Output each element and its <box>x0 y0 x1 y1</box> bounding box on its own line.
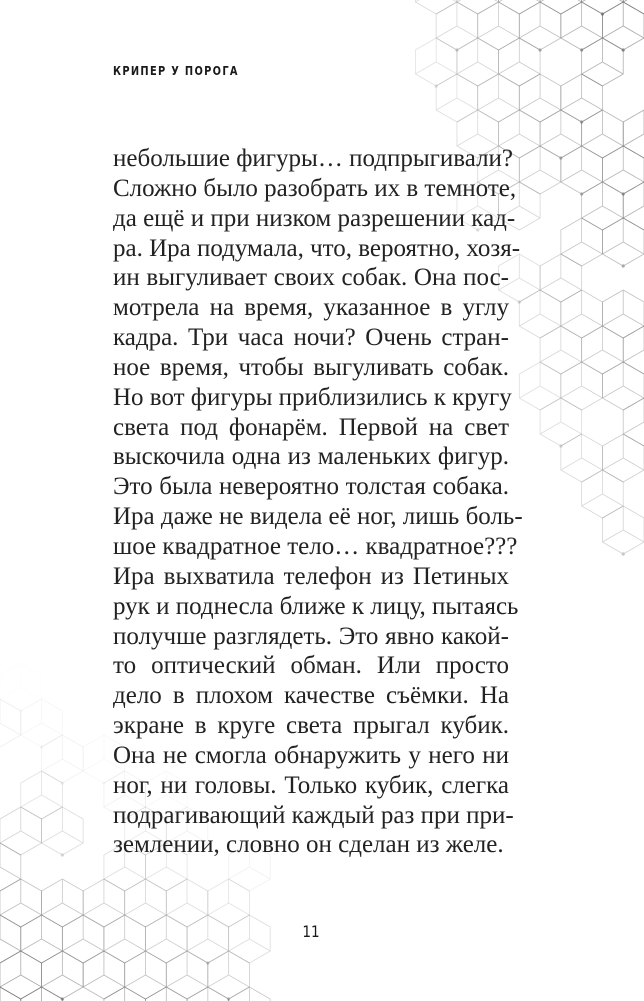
hex-cube-shape <box>0 663 42 713</box>
hex-cube-shape <box>229 915 271 963</box>
hex-cube-shape <box>83 951 125 999</box>
hex-cube-shape <box>0 951 42 999</box>
hex-cube-shape <box>602 290 644 338</box>
text-line: ра. Ира подумала, что, вероятно, хозя- <box>113 234 521 262</box>
hex-cube-shape <box>42 807 84 857</box>
hex-cube-shape <box>457 38 499 86</box>
hex-cube-shape <box>0 699 21 747</box>
hex-cube-shape <box>62 915 104 963</box>
hex-cube-shape <box>415 0 457 14</box>
text-line: ног, ни головы. Только кубик, слегка <box>113 771 509 799</box>
text-line: Это была невероятно толстая собака. <box>113 473 509 501</box>
hex-cube-shape <box>145 915 187 963</box>
text-line: света под фонарём. Первой на свет <box>113 413 509 441</box>
hex-cube-shape <box>208 951 250 1001</box>
text-line: ное время, чтобы выгуливать собак. <box>113 353 509 381</box>
hex-cube-shape <box>457 0 499 14</box>
text-line: землении, словно он сделан из желе. <box>113 831 504 859</box>
hex-cube-shape <box>42 951 84 1001</box>
hex-cube-shape <box>623 182 644 230</box>
text-line: экране в круге света прыгал кубик. <box>113 712 509 740</box>
hex-cube-shape <box>145 987 187 1001</box>
hex-cube-shape <box>21 915 63 963</box>
hex-cube-shape <box>436 2 478 52</box>
hex-cube-shape <box>21 699 63 749</box>
hex-cube-shape <box>561 434 603 482</box>
hex-cube-shape <box>519 362 561 410</box>
hex-cube-shape <box>582 326 624 374</box>
page-number: 11 <box>302 922 320 941</box>
hex-cube-shape <box>166 879 208 927</box>
hex-cube-shape <box>42 879 84 927</box>
hex-cube-shape <box>561 362 603 410</box>
hex-cube-shape <box>187 915 229 965</box>
hex-cube-shape <box>519 2 561 52</box>
hex-cube-shape <box>540 254 582 302</box>
hex-cube-shape <box>21 987 63 1001</box>
hex-cube-shape <box>561 290 603 338</box>
hex-cube-shape <box>0 807 42 855</box>
hex-cube-shape <box>125 951 167 999</box>
hex-cube-shape <box>582 38 624 86</box>
hex-cube-shape <box>499 0 541 14</box>
hex-cube-shape <box>519 290 561 338</box>
hex-cube-shape <box>540 398 582 448</box>
hex-cube-shape <box>561 74 603 124</box>
text-line: Сложно было разобрать их в темноте, <box>113 174 517 202</box>
hex-cube-shape <box>104 987 146 1001</box>
hex-cube-shape <box>166 951 208 999</box>
text-line: да ещё и при низком разрешении кад- <box>113 204 516 232</box>
text-line: получше разглядеть. Это явно какой- <box>113 622 509 650</box>
body-text <box>113 144 523 860</box>
hex-cube-shape <box>561 218 603 266</box>
text-line: выскочила одна из маленьких фигур. <box>113 443 509 471</box>
hex-cube-shape <box>0 843 21 891</box>
text-line: подрагивающий каждый раз при при- <box>113 801 514 829</box>
hex-cube-shape <box>602 506 644 556</box>
text-line: Но вот фигуры приблизились к кругу <box>113 383 512 411</box>
text-line: кадра. Три часа ночи? Очень стран- <box>113 324 509 352</box>
hex-cube-shape <box>540 0 582 14</box>
hex-cube-shape <box>229 987 271 1001</box>
hex-cube-shape <box>499 38 541 86</box>
hex-cube-shape <box>540 110 582 160</box>
hex-cube-shape <box>519 146 561 194</box>
hex-cube-shape <box>125 879 167 927</box>
hex-cube-shape <box>104 915 146 963</box>
hex-cube-shape <box>623 326 644 374</box>
text-line: небольшие фигуры… подпрыгивали? <box>113 145 514 172</box>
hex-cube-shape <box>42 735 84 785</box>
hex-cube-shape <box>478 2 520 50</box>
hex-cube-shape <box>208 879 250 927</box>
text-line: Ира даже не видела её ног, лишь боль- <box>113 503 523 531</box>
hex-cube-shape <box>21 771 63 819</box>
hex-cube-shape <box>602 362 644 410</box>
hex-cube-shape <box>561 2 603 52</box>
hex-cube-shape <box>623 110 644 158</box>
hex-cube-shape <box>0 879 42 927</box>
hex-cube-shape <box>83 879 125 927</box>
hex-cube-shape <box>415 38 457 88</box>
text-line: рук и поднесла ближе к лицу, пытаясь <box>113 592 519 620</box>
text-line: то оптический обман. Или просто <box>113 652 509 680</box>
hex-cube-shape <box>582 110 624 158</box>
running-head: КРИПЕР У ПОРОГА <box>113 64 239 78</box>
text-line: мотрела на время, указанное в углу <box>113 294 509 322</box>
hex-cube-shape <box>436 74 478 122</box>
hex-cube-shape <box>582 470 624 518</box>
hex-cube-shape <box>602 434 644 482</box>
text-line: дело в плохом качестве съёмки. На <box>113 682 509 710</box>
hex-cube-shape <box>519 74 561 122</box>
text-line: ин выгуливает своих собак. Она пос- <box>113 264 509 292</box>
hex-cube-shape <box>540 326 582 374</box>
text-line: шое квадратное тело… квадратное??? <box>113 532 518 560</box>
text-line: Ира выхватила телефон из Петиных <box>113 562 509 590</box>
hex-cube-shape <box>602 146 644 196</box>
hex-cube-shape <box>582 182 624 230</box>
text-line: Она не смогла обнаружить у него ни <box>113 741 509 769</box>
hex-cube-shape <box>602 2 644 52</box>
hex-cube-shape <box>561 146 603 196</box>
hex-cube-shape <box>478 74 520 122</box>
hex-cube-shape <box>187 987 229 1001</box>
hex-cube-shape <box>582 0 624 16</box>
hex-cube-shape <box>602 218 644 268</box>
hex-cube-shape <box>0 915 21 963</box>
hex-cube-shape <box>623 398 644 446</box>
